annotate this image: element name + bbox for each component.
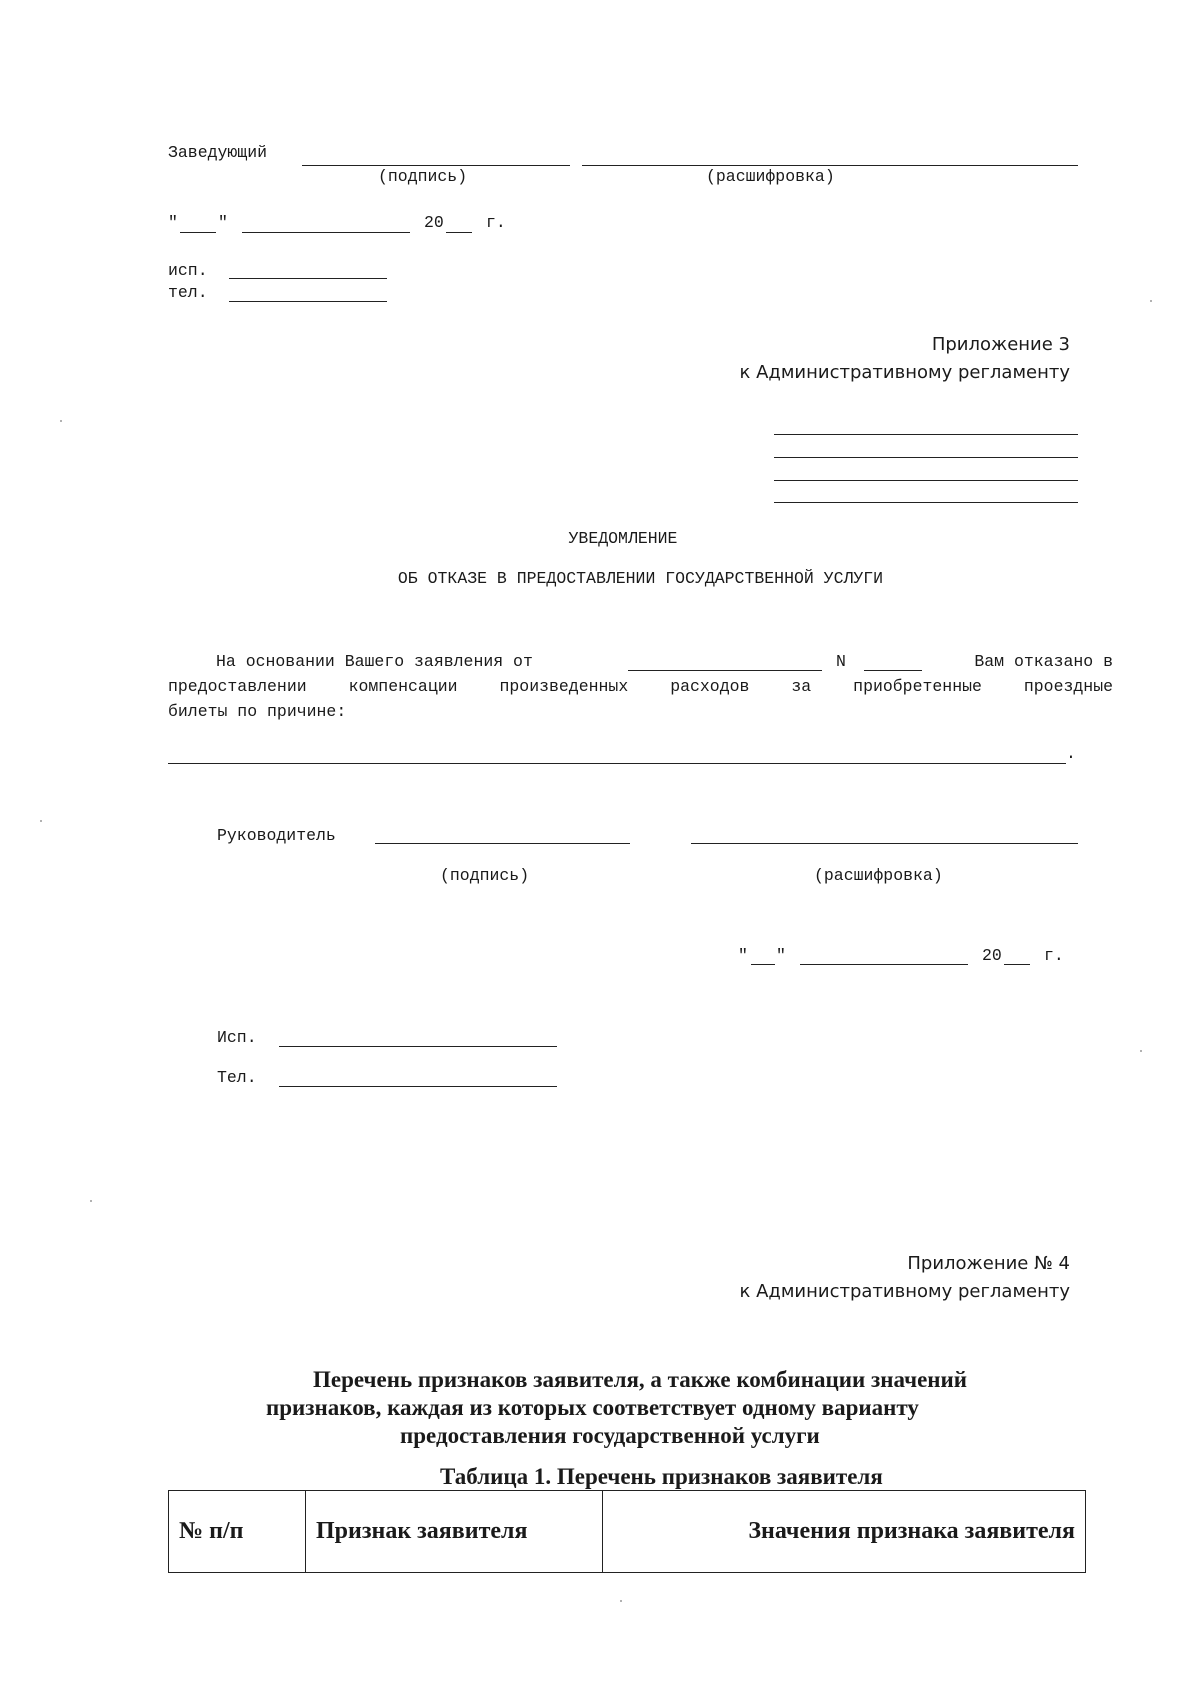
head-signature-line [302,165,570,166]
notice-p1-line2-content: предоставлении компенсации произведенных расходов за приобретенные проездные [168,677,1113,696]
table-header-sign: Признак заявителя [306,1491,603,1573]
executor-label: исп. [168,261,208,280]
date-quote-close: " [218,213,228,232]
appendix4-line1: Приложение № 4 [907,1253,1070,1274]
table-header-number: № п/п [169,1491,306,1573]
table-header-row [169,1491,1086,1573]
addressee-line-4 [774,502,1078,503]
table-header-values: Значения признака заявителя [603,1491,1086,1573]
manager-date-day-line [751,964,775,965]
manager-phone-label: Тел. [217,1068,257,1087]
manager-decode-caption: (расшифровка) [814,866,943,885]
head-decode-caption: (расшифровка) [706,167,835,186]
scan-speck [40,820,42,822]
date-year-suffix: г. [486,213,506,232]
phone-label: тел. [168,283,208,302]
notice-number-line [864,670,922,671]
notice-date-line [628,670,822,671]
table1-caption: Таблица 1. Перечень признаков заявителя [440,1464,883,1489]
notice-number-sign: N [836,652,846,671]
manager-date-year-line [1004,964,1030,965]
manager-signature-line [375,843,630,844]
manager-executor-label: Исп. [217,1028,257,1047]
notice-p1-line3: билеты по причине: [168,702,347,721]
notice-subtitle: ОБ ОТКАЗЕ В ПРЕДОСТАВЛЕНИИ ГОСУДАРСТВЕННОЙ УСЛУГИ [397,569,884,588]
manager-signature-caption: (подпись) [440,866,530,885]
list-title-line3: предоставления государственной услуги [400,1423,820,1448]
addressee-line-1 [774,434,1078,435]
head-decode-line [582,165,1078,166]
appendix3-line2: к Административному регламенту [739,362,1070,383]
notice-p1-end: Вам отказано в [974,652,1113,671]
scan-speck [620,1600,622,1602]
scan-speck [1140,1050,1142,1052]
scan-speck [60,420,62,422]
manager-phone-line [279,1086,557,1087]
manager-date-year-suffix: г. [1044,946,1064,965]
date-year-line [446,232,472,233]
addressee-line-3 [774,480,1078,481]
addressee-line-2 [774,457,1078,458]
notice-p1-line2 [168,677,1113,696]
notice-p1-start: На основании Вашего заявления от [216,652,533,671]
manager-executor-line [279,1046,557,1047]
executor-line [229,278,387,279]
appendix3-line1: Приложение 3 [931,334,1070,355]
scan-speck [1150,300,1152,302]
manager-date-month-line [800,964,968,965]
manager-date-year-text: 20 [982,946,1002,965]
date-day-line [180,232,216,233]
manager-date-quote-close: " [776,946,786,965]
date-quote-open: " [168,213,178,232]
date-month-line [242,232,410,233]
list-title-line2: признаков, каждая из которых соответствует одному варианту [266,1395,919,1420]
notice-reason-period: . [1066,744,1076,763]
manager-label: Руководитель [217,826,336,845]
scan-speck [90,1200,92,1202]
list-title-line1: Перечень признаков заявителя, а также комбинации значений [313,1367,968,1392]
notice-reason-line [168,763,1066,764]
head-signature-caption: (подпись) [378,167,468,186]
manager-decode-line [691,843,1078,844]
date-year-text: 20 [424,213,444,232]
phone-line [229,301,387,302]
head-label: Заведующий [168,143,268,162]
appendix4-line2: к Административному регламенту [739,1281,1070,1302]
manager-date-quote-open: " [738,946,748,965]
notice-p1-line2-text [168,677,1113,696]
notice-title: УВЕДОМЛЕНИЕ [568,529,678,548]
applicant-signs-table [168,1490,1086,1573]
